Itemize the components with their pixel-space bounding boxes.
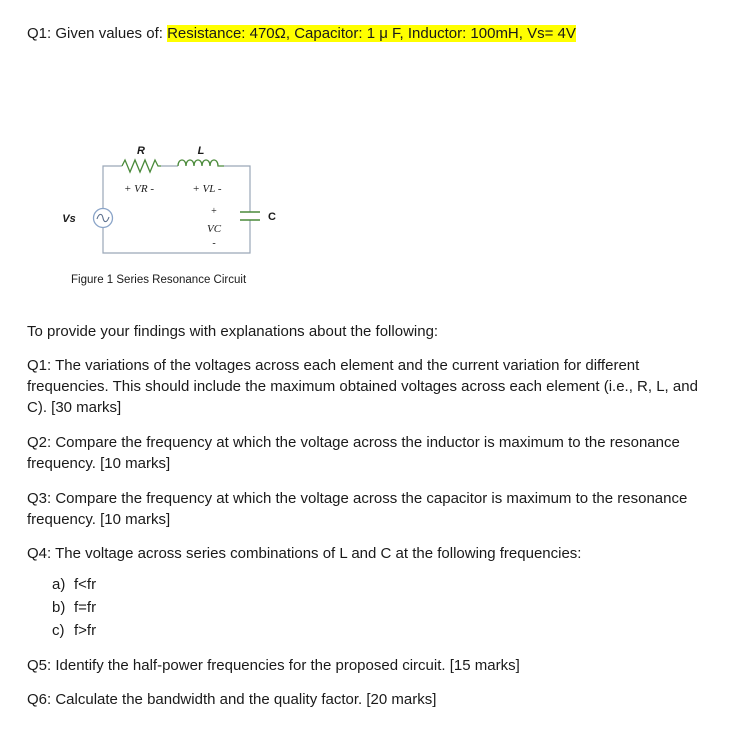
list-text: f=fr	[74, 599, 97, 616]
resistor-symbol	[122, 160, 161, 172]
list-marker: c)	[52, 622, 65, 639]
label-vc: VC	[206, 223, 222, 235]
label-vc-plus: +	[211, 206, 217, 217]
label-vl: + VL -	[192, 183, 222, 195]
question-3: Q3: Compare the frequency at which the voltage across the capacitor is maximum to the resonance frequency. [10 marks]	[27, 490, 688, 528]
question-6: Q6: Calculate the bandwidth and the quality factor. [20 marks]	[27, 691, 437, 708]
question-1: Q1: The variations of the voltages across each element and the current variation for different frequencies. This should include the maximum obtained voltages across each element (i.e., R, L, and C). [30 marks]	[27, 357, 698, 416]
list-marker: a)	[52, 576, 66, 593]
header-prefix: Q1: Given values of:	[27, 25, 168, 42]
inductor-symbol	[178, 160, 224, 166]
figure-caption: Figure 1 Series Resonance Circuit	[71, 274, 247, 286]
label-vr: + VR -	[123, 183, 155, 195]
intro-text: To provide your findings with explanations about the following:	[27, 323, 439, 340]
list-item	[52, 599, 96, 616]
question-header	[27, 25, 576, 42]
given-values-highlight: Resistance: 470Ω, Capacitor: 1 μ F, Inductor: 100mH, Vs= 4V	[167, 25, 576, 42]
list-marker: b)	[52, 599, 66, 616]
question-4: Q4: The voltage across series combinations of L and C at the following frequencies:	[27, 545, 582, 562]
list-item	[52, 576, 96, 593]
label-l: L	[197, 145, 205, 157]
list-text: f>fr	[74, 622, 97, 639]
question-2: Q2: Compare the frequency at which the voltage across the inductor is maximum to the resonance frequency. [10 marks]	[27, 434, 680, 472]
label-r: R	[137, 145, 145, 157]
label-c: C	[268, 211, 276, 223]
list-item	[52, 622, 96, 639]
label-vs: Vs	[62, 213, 76, 225]
label-vc-minus: -	[212, 238, 216, 249]
question-5: Q5: Identify the half-power frequencies for the proposed circuit. [15 marks]	[27, 657, 520, 674]
list-text: f<fr	[74, 576, 97, 593]
